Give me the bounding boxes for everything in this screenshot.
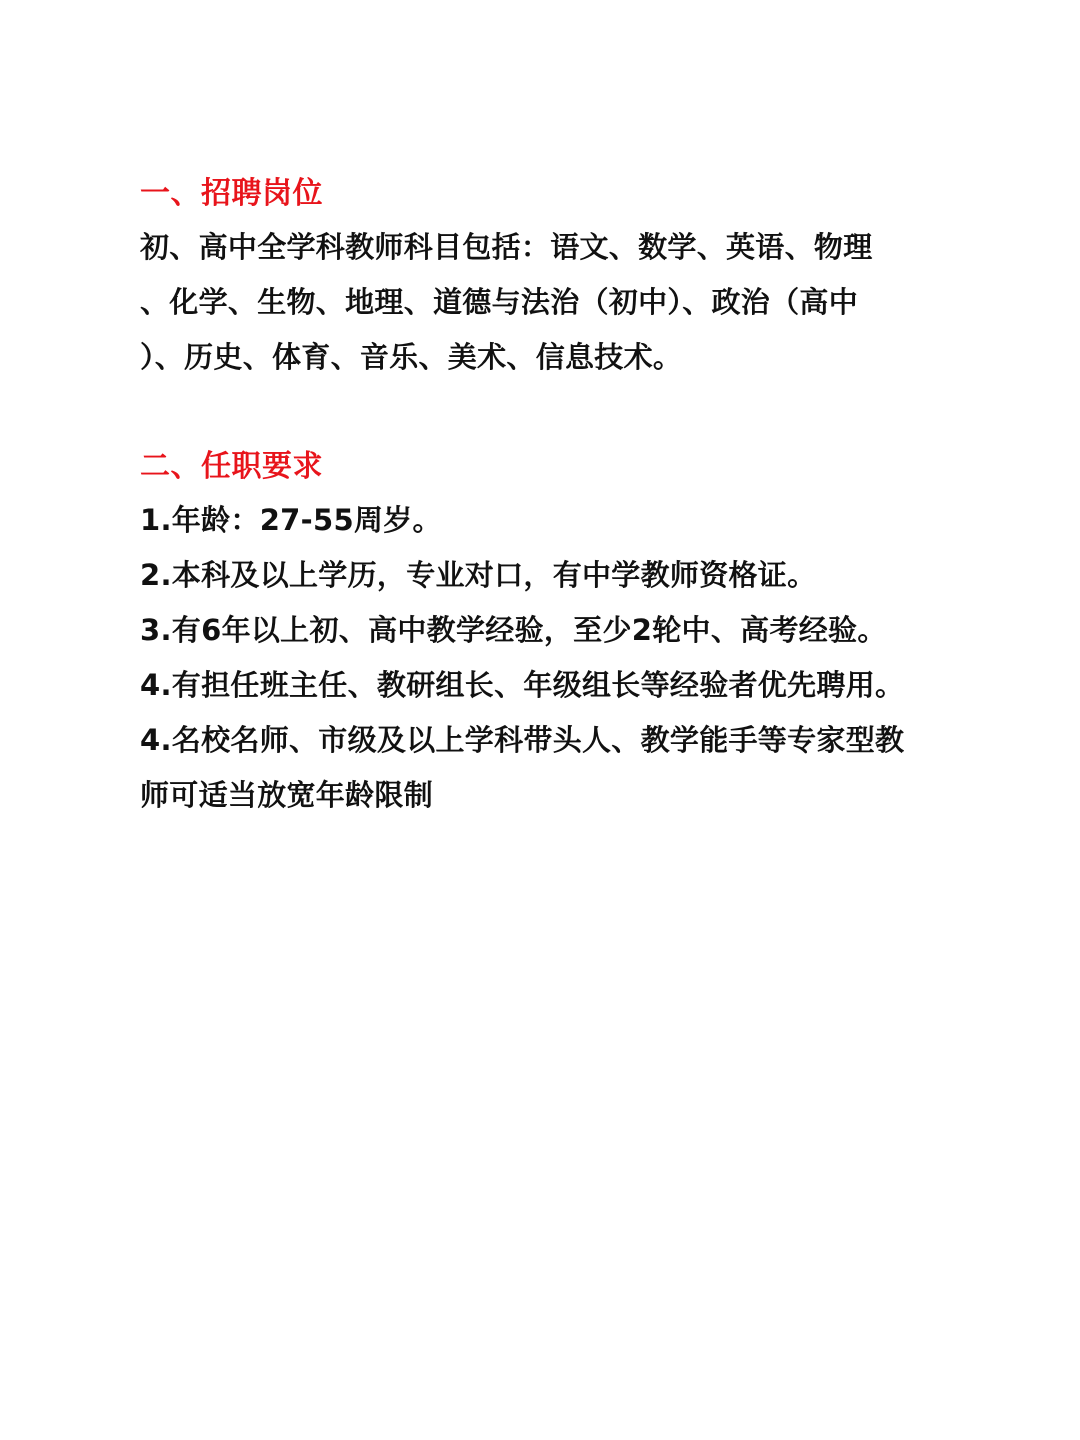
requirement-item-age: 1.年龄：27-55周岁。 [140, 503, 442, 537]
requirement-item-education: 2.本科及以上学历，专业对口，有中学教师资格证。 [140, 558, 817, 592]
requirement-item-experience: 3.有6年以上初、高中教学经验，至少2轮中、高考经验。 [140, 613, 887, 647]
requirement-item-expert: 4.名校名师、市级及以上学科带头人、教学能手等专家型教 [140, 723, 905, 757]
section-title-job-requirements: 二、任职要求 [140, 449, 323, 484]
requirement-item-priority: 4.有担任班主任、教研组长、年级组长等经验者优先聘用。 [140, 668, 905, 702]
document-content [140, 168, 960, 823]
positions-line: ）、历史、体育、音乐、美术、信息技术。 [140, 340, 683, 374]
section-spacer [140, 385, 960, 441]
requirements-list [140, 493, 960, 823]
positions-paragraph [140, 220, 960, 385]
positions-line: 初、高中全学科教师科目包括：语文、数学、英语、物理 [140, 230, 873, 264]
requirement-item-expert-continued: 师可适当放宽年龄限制 [140, 778, 434, 812]
positions-line: 、化学、生物、地理、道德与法治（初中）、政治（高中 [140, 285, 859, 319]
section-title-recruitment-positions: 一、招聘岗位 [140, 176, 323, 211]
